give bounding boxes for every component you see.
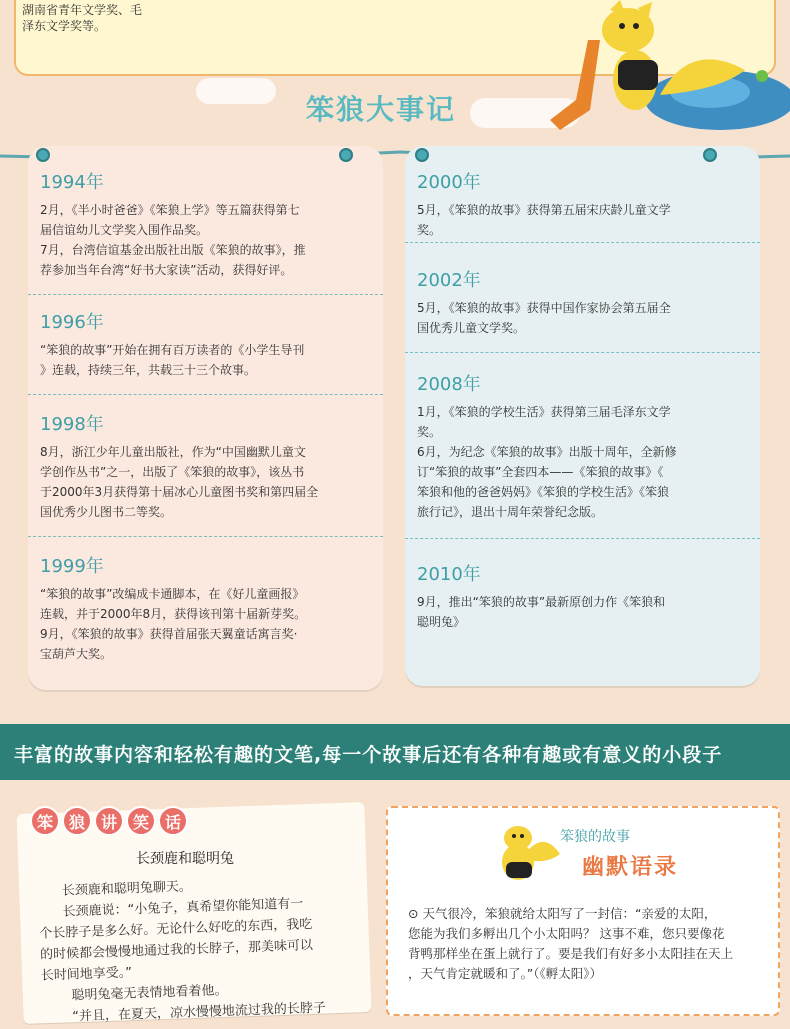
entry-line: 》连载，持续三年，共载三十三个故事。 (40, 363, 257, 377)
entry-year: 2000年 (417, 172, 481, 193)
entry-line: 9月，推出“笨狼的故事”最新原创力作《笨狼和 (417, 595, 666, 609)
pin-icon (36, 148, 50, 162)
joke-line: 长时间地享受。” (40, 965, 133, 984)
entry-year: 1994年 (40, 172, 104, 193)
intro-text (22, 2, 142, 34)
entry-line: 9月，《笨狼的故事》获得首届张天翼童话寓言奖· (40, 627, 298, 641)
divider (405, 538, 760, 539)
section-title: 笨狼大事记 (306, 93, 457, 126)
timeline-entry (40, 410, 370, 522)
cloud-decoration (196, 78, 276, 104)
entry-line: 届信谊幼儿文学奖入围作品奖。 (40, 223, 209, 237)
entry-line: 7月，台湾信谊基金出版社出版《笨狼的故事》，推 (40, 243, 306, 257)
badge-char: 讲 (94, 806, 124, 836)
timeline-entry (40, 552, 370, 664)
joke-line: 个长脖子是多么好。无论什么好吃的东西，我吃 (39, 917, 313, 942)
entry-line: 5月，《笨狼的故事》获得中国作家协会第五届全 (417, 301, 671, 315)
badge-char: 话 (158, 806, 188, 836)
timeline-card-right (405, 146, 760, 686)
joke-line: 聪明兔毫无表情地看着他。 (71, 983, 228, 1004)
entry-line: 荐参加当年台湾“好书大家读”活动，获得好评。 (40, 263, 293, 277)
intro-line: 泽东文学奖等。 (22, 19, 107, 33)
entry-line: 国优秀儿童文学奖。 (417, 321, 526, 335)
entry-line: 订“笨狼的故事”全套四本——《笨狼的故事》《 (417, 465, 664, 479)
quote-line: ⊙ 天气很冷，笨狼就给太阳写了一封信：“亲爱的太阳， (408, 906, 717, 921)
timeline-entry (40, 308, 370, 380)
divider (405, 242, 760, 243)
entry-year: 2010年 (417, 564, 481, 585)
entry-line: 奖。 (417, 425, 442, 439)
divider (28, 394, 383, 395)
entry-line: 8月，浙江少年儿童出版社，作为“中国幽默儿童文 (40, 445, 306, 459)
entry-line: 学创作丛书”之一，出版了《笨狼的故事》，该丛书 (40, 465, 305, 479)
entry-line: 连载，并于2000年8月，获得该刊第十届新芽奖。 (40, 607, 307, 621)
entry-line: 聪明兔》 (417, 615, 466, 629)
entry-year: 1998年 (40, 414, 104, 435)
quote-line: ，天气肯定就暖和了。”（《孵太阳》） (408, 966, 602, 981)
entry-line: “笨狼的故事”开始在拥有百万读者的《小学生导刊 (40, 343, 305, 357)
entry-line: 1月，《笨狼的学校生活》获得第三届毛泽东文学 (417, 405, 671, 419)
quote-line: 背鸭那样坐在蛋上就行了。要是我们有好多小太阳挂在天上 (408, 946, 734, 961)
quote-title: 幽默语录 (582, 855, 679, 880)
joke-line: 长颈鹿说：“小兔子，真希望你能知道有一 (62, 896, 304, 920)
entry-line: 旅行记》，退出十周年荣誉纪念版。 (417, 505, 604, 519)
entry-line: 6月，为纪念《笨狼的故事》出版十周年，全新修 (417, 445, 677, 459)
feature-banner-text: 丰富的故事内容和轻松有趣的文笔,每一个故事后还有各种有趣或有意义的小段子 (14, 744, 723, 766)
joke-line: “并且，在夏天，凉水慢慢地流过我的长脖子 (72, 1000, 327, 1025)
entry-line: 奖。 (417, 223, 442, 237)
timeline-entry (417, 370, 747, 522)
joke-body (38, 870, 363, 1028)
pin-icon (415, 148, 429, 162)
pin-icon (703, 148, 717, 162)
badge-char: 笨 (30, 806, 60, 836)
badge-char: 狼 (62, 806, 92, 836)
entry-line: 国优秀少儿图书二等奖。 (40, 505, 173, 519)
timeline-entry (417, 560, 747, 632)
entry-year: 1999年 (40, 556, 104, 577)
divider (405, 352, 760, 353)
entry-year: 1996年 (40, 312, 104, 333)
quote-subtitle: 笨狼的故事 (560, 829, 630, 845)
joke-title: 长颈鹿和聪明兔 (136, 851, 234, 867)
entry-line: 5月，《笨狼的故事》获得第五届宋庆龄儿童文学 (417, 203, 671, 217)
timeline-entry (40, 168, 370, 280)
entry-line: “笨狼的故事”改编成卡通脚本，在《好儿童画报》 (40, 587, 305, 601)
entry-year: 2002年 (417, 270, 481, 291)
divider (28, 536, 383, 537)
quote-line: 您能为我们多孵出几个小太阳吗？ 这事不难，您只要像花 (408, 926, 725, 941)
intro-line: 湖南省青年文学奖、毛 (22, 3, 143, 17)
entry-year: 2008年 (417, 374, 481, 395)
wolf-mascot-icon (492, 818, 562, 888)
timeline-entry (417, 168, 747, 240)
entry-line: 笨狼和他的爸爸妈妈》《笨狼的学校生活》《笨狼 (417, 485, 670, 499)
joke-line: 长颈鹿和聪明兔聊天。 (61, 879, 193, 899)
divider (28, 294, 383, 295)
entry-line: 宝葫芦大奖。 (40, 647, 113, 661)
joke-badges (30, 806, 188, 836)
entry-line: 2月，《半小时爸爸》《笨狼上学》等五篇获得第七 (40, 203, 300, 217)
quote-body (408, 904, 778, 984)
pin-icon (339, 148, 353, 162)
wolf-saxophone-illustration (540, 0, 790, 140)
timeline-card-left (28, 146, 383, 690)
entry-line: 于2000年3月获得第十届冰心儿童图书奖和第四届全 (40, 485, 319, 499)
timeline-entry (417, 266, 747, 338)
feature-banner (0, 724, 790, 780)
joke-line: 的时候都会慢慢地通过我的长脖子，那美味可以 (39, 938, 314, 963)
badge-char: 笑 (126, 806, 156, 836)
